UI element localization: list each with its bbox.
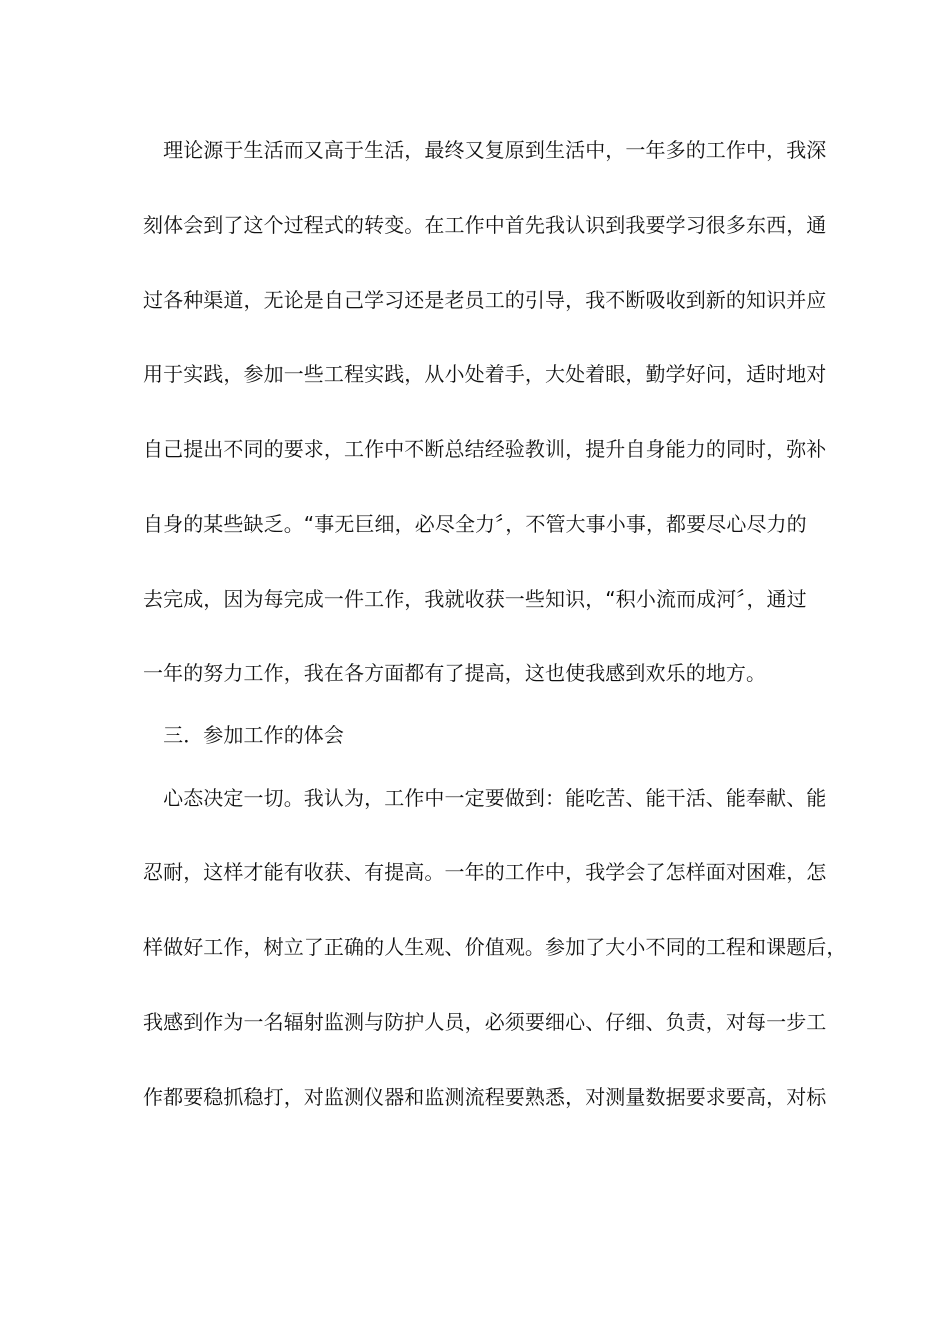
paragraph-line: 我感到作为一名辐射监测与防护人员，必须要细心、仔细、负责，对每一步工 [143,1010,827,1034]
paragraph-line: 自己提出不同的要求，工作中不断总结经验教训，提升自身能力的同时，弥补 [143,437,827,461]
paragraph-line: 一年的努力工作，我在各方面都有了提高，这也使我感到欢乐的地方。 [143,661,767,685]
paragraph-line: 去完成，因为每完成一件工作，我就收获一些知识，“积小流而成河〞，通过 [143,587,807,611]
paragraph-line: 理论源于生活而又高于生活，最终又复原到生活中，一年多的工作中，我深 [143,138,827,162]
paragraph-line: 刻体会到了这个过程式的转变。在工作中首先我认识到我要学习很多东西，通 [143,213,827,237]
paragraph-line: 作都要稳抓稳打，对监测仪器和监测流程要熟悉，对测量数据要求要高，对标 [143,1085,827,1109]
paragraph-line: 忍耐，这样才能有收获、有提高。一年的工作中，我学会了怎样面对困难，怎 [143,860,827,884]
paragraph-line: 用于实践，参加一些工程实践，从小处着手，大处着眼，勤学好问，适时地对 [143,362,827,386]
section-heading: 三．参加工作的体会 [143,723,344,747]
paragraph-line: 自身的某些缺乏。“事无巨细，必尽全力〞，不管大事小事，都要尽心尽力的 [143,512,807,536]
paragraph-line: 过各种渠道，无论是自己学习还是老员工的引导，我不断吸收到新的知识并应 [143,288,827,312]
paragraph-line: 心态决定一切。我认为，工作中一定要做到：能吃苦、能干活、能奉献、能 [143,786,827,810]
paragraph-line: 样做好工作，树立了正确的人生观、价值观。参加了大小不同的工程和课题后， [143,935,847,959]
